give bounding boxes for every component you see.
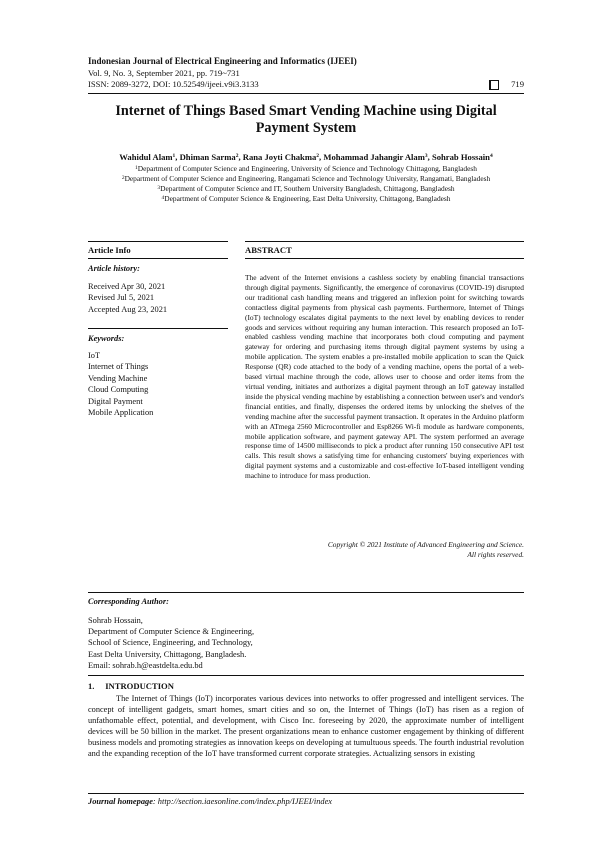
homepage-link[interactable]: : http://section.iaesonline.com/index.php/IJEEI/index [152,797,332,806]
article-history [88,281,167,315]
info-top-rule [88,241,228,242]
corresponding-details [88,615,254,671]
accepted-date: Accepted Aug 23, 2021 [88,304,168,314]
introduction-heading: 1. INTRODUCTION [88,681,174,691]
corresponding-dept: Department of Computer Science & Engineering, [88,627,255,637]
paper-title: Internet of Things Based Smart Vending Machine using Digital Payment System [115,103,497,136]
affiliation: $^4$Department of Computer Science & Engineering, East Delta University, Chittagong, Bangladesh [161,194,451,203]
revised-date: Revised Jul 5, 2021 [88,293,155,303]
received-date: Received Apr 30, 2021 [88,282,166,291]
author: Mohammad Jahangir Alam [323,152,425,162]
introduction-text: The Internet of Things (IoT) incorporates various devices into networks to offer progressed and intelligent services. The concept of intelligent gadgets, smart homes, smart cities and so on, the Internet of Things (IoT) has risen as a region of unfathomable effect, potential, and development, with Cisco Inc. foreseeing by 2020, the approximate number of intelligent devices will be 50 billion in the market. The present organizations mean to enhance customer engagement by thinking of different business models and promoting strategies as innovation keeps on developing at tumultuous speeds. The fourth industrial revolution and the expanding reception of the IoT have transformed current corporate strategies. Actualizing sensors in existing [88,694,524,758]
affiliation: $^2$Department of Computer Science and Engineering, Rangamati Science and Technology University, Rangamati, Bangladesh [121,174,491,183]
author: Wahidul Alam [119,152,173,162]
author: Sohrab Hossain [431,152,490,162]
corresponding-univ: East Delta University, Chittagong, Bangladesh. [88,649,247,659]
keyword: Vending Machine [88,373,148,383]
page-number: 719 [511,79,524,90]
book-icon [489,80,499,90]
keyword: Cloud Computing [88,385,149,395]
corresponding-school: School of Science, Engineering, and Technology, [88,638,253,648]
keyword: Mobile Application [88,408,154,418]
author: Rana Joyti Chakma [242,152,317,162]
article-info-heading: Article Info [88,245,131,255]
corresponding-bottom-rule [88,675,524,676]
homepage-label: Journal homepage [88,797,153,806]
keyword-list [88,350,153,418]
journal-name: Indonesian Journal of Electrical Engineering and Informatics (IJEEI) [88,56,357,66]
abstract-top-rule [245,241,524,242]
journal-homepage [88,797,332,806]
author: Dhiman Sarma [179,152,236,162]
journal-volume: Vol. 9, No. 3, September 2021, pp. 719~731 [88,67,240,78]
corresponding-heading: Corresponding Author: [88,597,169,606]
abstract-head-rule [245,258,524,259]
affiliation-list [88,164,524,204]
keyword: Internet of Things [88,362,149,372]
info-head-rule [88,258,228,259]
keyword: IoT [88,351,101,360]
keyword: Digital Payment [88,396,143,406]
affiliation: $^3$Department of Computer Science and IT, Southern University Bangladesh, Chittagong, Bangladesh [157,184,455,193]
author-list: Wahidul Alam$^1$, Dhiman Sarma$^2$, Rana Joyti Chakma$^2$, Mohammad Jahangir Alam$^3$, Sohrab Hossain$^4$ [119,152,493,162]
abstract-text: The advent of the Internet envisions a cashless society by enabling financial transactions through digital payments. Significantly, the emergence of coronavirus (COVID-19) disrupted our traditional cash handling means and triggered an inflexion point for switching towards contactless digital payments from physical cash payments. Furthermore, Internet of Things (IoT) technology escalates digital payments to the next level by enabling devices to render goods and services without requiring any human interaction. This research proposed an IoT-enabled cashless vending machine that incorporates both cloud computing and payment gateway for ordering and purchasing items through digital payment systems by using a mobile application. The system enables a pre-installed mobile application to scan the Quick Response (QR) code attached to the body of a vending machine, opens the portal of a web-based virtual machine through the code, allows user to choose and order items from the virtual vending, initiates and authorizes a digital payment through an IoT gateway installed inside the physical vending machine by establishing a connection between user's and vendor's financial entities, and finally, dispenses the ordered items by unlocking the shelves of the vending machine after the successful payment transaction. It operates in the Arduino platform with an ATmega 2560 Microcontroller and Esp8266 Wi-fi module as hardware components, mobile application software, and payment gateway API. The system performed an average response time of 14500 milliseconds to pick a product after running 150 consecutive API test calls. This result shows a satisfying time for enhancing customers' buying experiences with digital payment systems and a customizable and cost-effective IoT-based intelligent vending machine to introduce for mass production. [245,273,524,481]
journal-issn: ISSN: 2089-3272, DOI: 10.52549/ijeei.v9i3.3133 [88,79,259,90]
footer-divider [88,793,524,794]
corresponding-top-rule [88,592,524,593]
header-divider [88,93,524,94]
journal-header [88,56,524,91]
affiliation: $^1$Department of Computer Science and Engineering, University of Science and Technology Chittagong, Bangladesh [135,164,477,173]
corresponding-email: Email: sohrab.h@eastdelta.edu.bd [88,660,203,670]
corresponding-name: Sohrab Hossain, [88,616,143,625]
copyright-notice: Copyright © 2021 Institute of Advanced Engineering and Science. All rights reserved. [327,540,524,559]
article-history-heading: Article history: [88,264,140,273]
keywords-heading: Keywords: [88,334,125,343]
abstract-heading: ABSTRACT [245,245,292,255]
keywords-rule [88,328,228,329]
